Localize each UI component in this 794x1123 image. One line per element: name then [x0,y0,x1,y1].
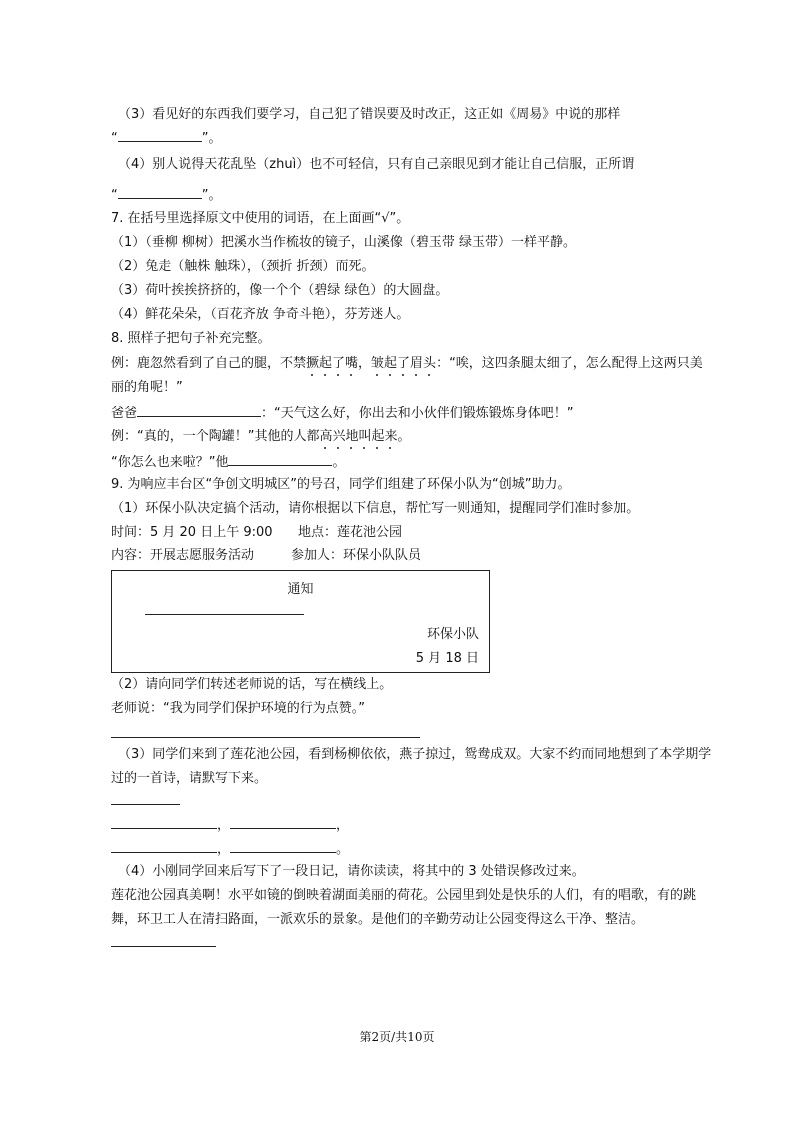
poem-title-line[interactable] [111,804,180,805]
dotted-emphasis: 高兴地叫起来 [319,429,397,444]
q7-item-2: （2）兔走（触株 触珠），（颈折 折颈）而死。 [111,259,375,274]
q6-sentence-4: （4）别人说得天花乱坠（zhuì）也不可轻信，只有自己亲眼见到才能让自己信服，正所谓 [118,157,635,172]
diary-line-2: 舞，环卫工人在清扫路面，一派欢乐的景象。是他们的辛勤劳动让公园变得这么干净、整洁。 [111,912,645,927]
q7-item-4: （4）鲜花朵朵，（百花齐放 争奇斗艳），芬芳迷人。 [111,307,410,322]
q8-example-1: 例：鹿忽然看到了自己的腿，不禁撅起了嘴 ，皱起了眉头 ：“唉，这四条腿太细了，怎么配得上这两只美 [111,355,703,373]
answer-blank[interactable] [137,403,261,417]
q8-title: 8. 照样子把句子补充完整。 [111,331,271,346]
poem-line-1: ， ， [111,815,349,835]
q9-teacher-quote: 老师说：“我为同学们保护环境的行为点赞。” [111,701,365,716]
dotted-emphasis: 撅起了嘴 [306,356,358,371]
notice-writing-line[interactable] [145,614,304,615]
answer-blank[interactable] [230,815,336,829]
q9-part-3-cont: 过的一首诗，请默写下来。 [111,771,268,786]
answer-blank[interactable] [228,452,332,466]
q6-sentence-3: （3）看见好的东西我们要学习，自己犯了错误要及时改正，这正如《周易》中说的那样 [118,107,621,122]
answer-blank[interactable] [118,128,202,142]
notice-signer: 环保小队 [426,627,479,642]
q8-fill-2: “你怎么也来啦？”他 。 [111,452,346,472]
q9-part-4: （4）小刚同学回来后写下了一段日记，请你读读，将其中的 3 处错误修改过来。 [118,864,585,879]
q7-title: 7. 在括号里选择原文中使用的词语，在上面画“√”。 [111,211,410,226]
q8-example-2: 例：“真的，一个陶罐！”其他的人都高兴地叫起来 。 [111,428,411,446]
q9-place: 地点：莲花池公园 [298,525,403,540]
answer-blank[interactable] [230,839,336,853]
q8-example-1-cont: 丽的角呢！” [111,380,183,395]
q6-answer-3: “ ”。 [111,128,222,148]
q9-part-3: （3）同学们来到了莲花池公园，看到杨柳依依，燕子掠过，鸳鸯成双。大家不约而同地想到了本学期学 [118,747,712,762]
notice-title: 通知 [287,582,314,597]
page-footer: 第2页/共10页 [359,1030,435,1044]
notice-box [111,570,490,673]
q7-item-3: （3）荷叶挨挨挤挤的，像一个个（碧绿 绿色）的大圆盘。 [111,283,449,298]
dotted-emphasis: 皱起了眉头 [371,356,436,371]
q9-title: 9. 为响应丰台区“争创文明城区”的号召，同学们组建了环保小队为“创城”助力。 [111,477,571,492]
q6-answer-4: “ ”。 [111,185,222,205]
q9-content: 内容：开展志愿服务活动 [111,548,255,563]
diary-line-1: 莲花池公园真美啊！水平如镜的倒映着湖面美丽的荷花。公园里到处是快乐的人们，有的唱歌，有的跳 [111,888,697,903]
q8-fill-1: 爸爸 ：“天气这么好，你出去和小伙伴们锻炼锻炼身体吧！” [111,403,574,423]
q9-participants: 参加人：环保小队队员 [291,548,422,563]
poem-line-2: ， 。 [111,839,349,859]
answer-line[interactable] [111,737,420,738]
q7-item-1: （1）（垂柳 柳树）把溪水当作梳妆的镜子，山溪像（碧玉带 绿玉带）一样平静。 [111,235,577,250]
notice-date: 5 月 18 日 [415,651,479,666]
answer-blank[interactable] [118,185,202,199]
answer-line[interactable] [111,946,216,947]
pinyin: zhuì [269,157,297,172]
answer-blank[interactable] [111,839,217,853]
q9-time: 时间：5 月 20 日上午 9:00 [111,525,273,540]
q9-part-2: （2）请向同学们转述老师说的话，写在横线上。 [111,677,393,692]
answer-blank[interactable] [111,815,217,829]
q9-part-1: （1）环保小队决定搞个活动，请你根据以下信息，帮忙写一则通知，提醒同学们准时参加。 [111,501,640,516]
